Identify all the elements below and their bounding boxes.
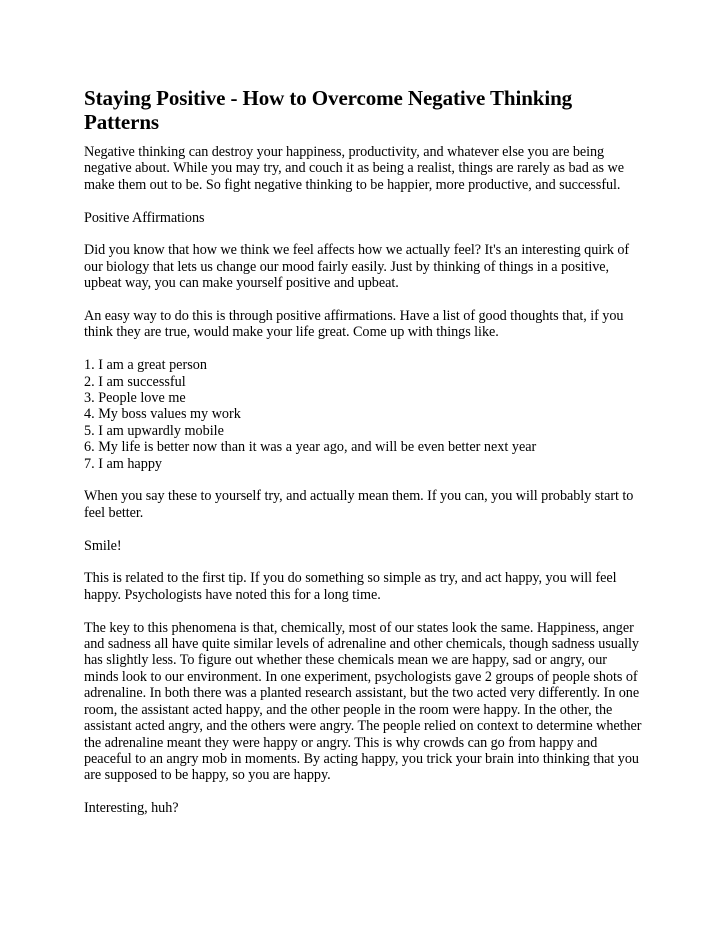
section-heading-smile: Smile! xyxy=(84,537,122,554)
paragraph-biology: Did you know that how we think we feel affects how we actually feel? It's an interesting quirk of our biology that lets us change our mood fairly easily. Just by thinking of things in a positive, upbeat way, you can make yourself positive and upbeat. xyxy=(84,242,630,292)
list-item: 5. I am upwardly mobile xyxy=(84,422,224,439)
list-item: 2. I am successful xyxy=(84,373,186,390)
list-item: 3. People love me xyxy=(84,390,186,407)
list-item: 1. I am a great person xyxy=(84,357,207,374)
intro-paragraph: Negative thinking can destroy your happiness, productivity, and whatever else you are being negative about. While you may try, and couch it as being a realist, things are rarely as bad as we make them out to be. So fight negative thinking to be happier, more productive, and successful. xyxy=(84,144,624,193)
list-item: 7. I am happy xyxy=(84,455,163,472)
list-item: 4. My boss values my work xyxy=(84,406,241,423)
affirmations-list xyxy=(84,357,644,472)
paragraph-first-tip: This is related to the first tip. If you do something so simple as try, and act happy, you will feel happy. Psychologists have noted this for a long time. xyxy=(84,570,617,603)
section-heading-positive-affirmations: Positive Affirmations xyxy=(84,209,205,226)
document-body xyxy=(84,86,644,833)
document-title: Staying Positive - How to Overcome Negative Thinking Patterns xyxy=(84,86,573,134)
paragraph-affirmations-intro: An easy way to do this is through positive affirmations. Have a list of good thoughts that, if you think they are true, would make your life great. Come up with things like. xyxy=(84,308,624,341)
paragraph-mean-them: When you say these to yourself try, and actually mean them. If you can, you will probably start to feel better. xyxy=(84,488,634,521)
paragraph-interesting: Interesting, huh? xyxy=(84,800,179,817)
list-item: 6. My life is better now than it was a year ago, and will be even better next year xyxy=(84,439,537,456)
paragraph-chemistry: The key to this phenomena is that, chemically, most of our states look the same. Happiness, anger and sadness all have quite similar levels of adrenaline and other chemicals, though sadness usually has slightly less. To figure out whether these chemicals mean we are happy, sad or angry, our minds look to our environment. In one experiment, psychologists gave 2 groups of people shots of adrenaline. In both there was a planted research assistant, but the two acted very differently. In one room, the assistant acted happy, and the other people in the room were happy. In the other, the assistant acted angry, and the others were angry. The people relied on context to determine whether the adrenaline meant they were happy or angry. This is why crowds can go from happy and peaceful to an angry mob in moments. By acting happy, you trick your brain into thinking that you are supposed to be happy, so you are happy. xyxy=(84,619,642,784)
